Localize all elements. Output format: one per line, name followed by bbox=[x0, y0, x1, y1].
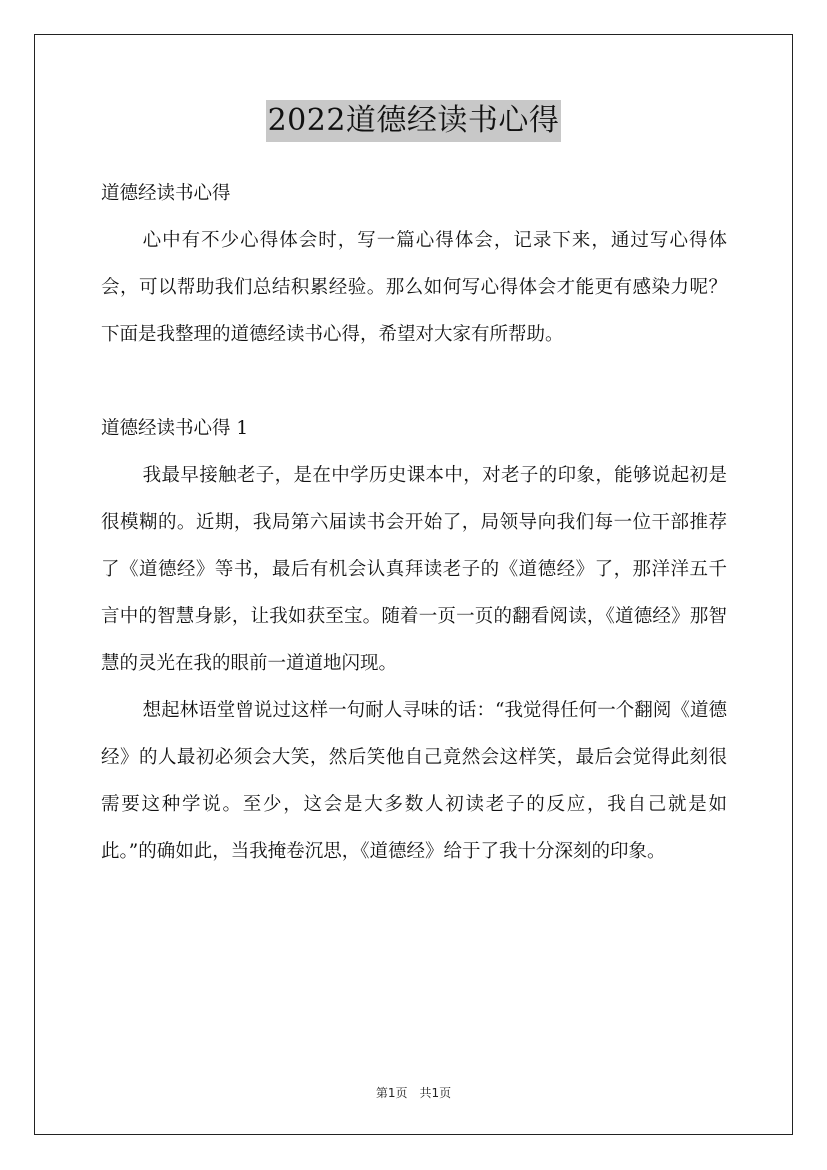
section-1-paragraph-1: 我最早接触老子，是在中学历史课本中，对老子的印象，能够说起初是很模糊的。近期，我局第六届读书会开始了，局领导向我们每一位干部推荐了《道德经》等书，最后有机会认真拜读老子的《道德经》了，那洋洋五千言中的智慧身影，让我如获至宝。随着一页一页的翻看阅读，《道德经》那智慧的灵光在我的眼前一道道地闪现。 bbox=[101, 465, 727, 674]
document-title: 2022道德经读书心得 bbox=[266, 100, 562, 142]
title-container bbox=[0, 100, 827, 142]
section-1-paragraph-2: 想起林语堂曾说过这样一句耐人寻味的话：“我觉得任何一个翻阅《道德经》的人最初必须会大笑，然后笑他自己竟然会这样笑，最后会觉得此刻很需要这种学说。至少，这会是大多数人初读老子的反应，我自己就是如此。”的确如此，当我掩卷沉思，《道德经》给于了我十分深刻的印象。 bbox=[101, 700, 727, 862]
intro-paragraph: 心中有不少心得体会时，写一篇心得体会，记录下来，通过写心得体会，可以帮助我们总结积累经验。那么如何写心得体会才能更有感染力呢？下面是我整理的道德经读书心得，希望对大家有所帮助。 bbox=[101, 230, 727, 345]
section-1-heading: 道德经读书心得 1 bbox=[101, 418, 249, 439]
section-spacer bbox=[101, 358, 727, 405]
document-body bbox=[101, 170, 727, 875]
page-footer: 第1页 共1页 bbox=[375, 1086, 452, 1100]
intro-heading: 道德经读书心得 bbox=[101, 183, 231, 204]
